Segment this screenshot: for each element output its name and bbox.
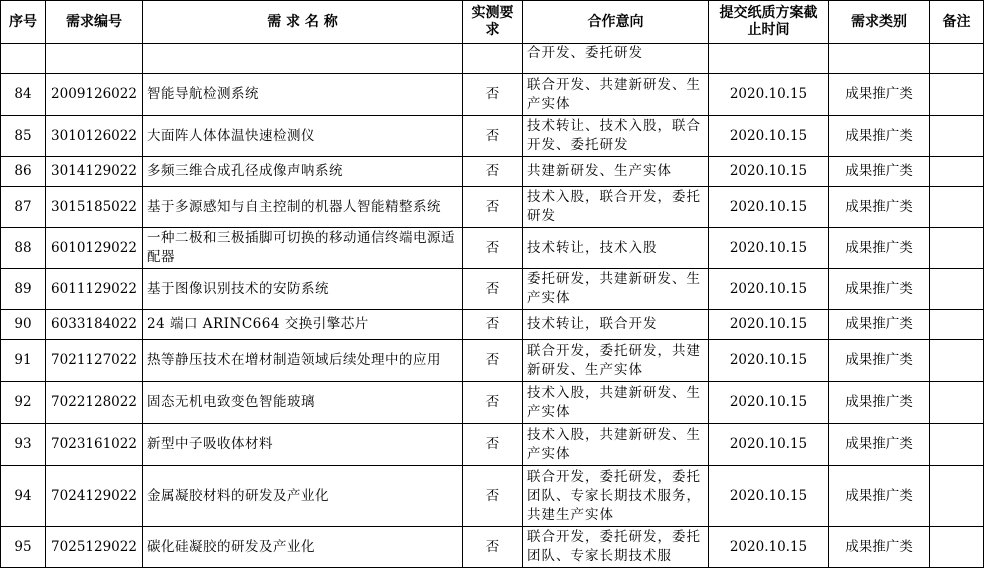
row-category: 成果推广类 [829,116,930,157]
row-name: 基于多源感知与自主控制的机器人智能精整系统 [143,187,463,228]
row-category: 成果推广类 [829,310,930,340]
row-coop: 技术入股，共建新研发、生产实体 [523,382,709,424]
row-code: 2009126022 [46,74,143,116]
header-category: 需求类别 [829,1,930,44]
table-row [1,157,984,187]
row-name: 基于图像识别技术的安防系统 [143,269,463,310]
row-code: 3015185022 [46,187,143,228]
row-seq: 88 [1,228,46,269]
row-coop: 联合开发，委托研发，委托团队、专家长期技术服 [523,527,709,568]
row-name: 大面阵人体体温快速检测仪 [143,116,463,157]
row-code: 6010129022 [46,228,143,269]
row-seq: 86 [1,157,46,187]
row-test: 否 [463,424,523,466]
row-deadline: 2020.10.15 [709,74,829,116]
row-test: 否 [463,527,523,568]
row-category: 成果推广类 [829,466,930,527]
row-code: 7024129022 [46,466,143,527]
row-remark [930,157,984,187]
row-deadline: 2020.10.15 [709,157,829,187]
row-remark [930,116,984,157]
row-deadline: 2020.10.15 [709,382,829,424]
row-category: 成果推广类 [829,527,930,568]
row-name: 多频三维合成孔径成像声呐系统 [143,157,463,187]
table-row [1,340,984,382]
row-deadline: 2020.10.15 [709,424,829,466]
row-category: 成果推广类 [829,424,930,466]
header-code: 需求编号 [46,1,143,44]
row-coop: 技术入股，联合开发，委托研发 [523,187,709,228]
row-seq: 90 [1,310,46,340]
row-deadline: 2020.10.15 [709,269,829,310]
table-row [1,466,984,527]
row-remark [930,527,984,568]
row-category: 成果推广类 [829,340,930,382]
row-seq: 84 [1,74,46,116]
row-name: 金属凝胶材料的研发及产业化 [143,466,463,527]
row-test: 否 [463,340,523,382]
continuation-row [1,44,984,74]
table-row [1,74,984,116]
row-remark [930,466,984,527]
row-name: 固态无机电致变色智能玻璃 [143,382,463,424]
row-remark [930,310,984,340]
row-category: 成果推广类 [829,74,930,116]
table-row [1,310,984,340]
row-category: 成果推广类 [829,157,930,187]
row-coop: 技术转让，联合开发 [523,310,709,340]
row-remark [930,228,984,269]
row-coop: 联合开发、共建新研发、生产实体 [523,74,709,116]
row-remark [930,340,984,382]
row-name: 新型中子吸收体材料 [143,424,463,466]
table-row [1,228,984,269]
row-deadline: 2020.10.15 [709,310,829,340]
row-test: 否 [463,74,523,116]
row-category: 成果推广类 [829,228,930,269]
row-test: 否 [463,466,523,527]
row-coop: 联合开发，委托研发，共建新研发、生产实体 [523,340,709,382]
row-remark [930,187,984,228]
row-test: 否 [463,310,523,340]
table-row [1,187,984,228]
row-seq: 89 [1,269,46,310]
row-seq: 93 [1,424,46,466]
row-deadline: 2020.10.15 [709,187,829,228]
row-coop: 共建新研发、生产实体 [523,157,709,187]
table-row [1,527,984,568]
row-test: 否 [463,187,523,228]
header-name: 需 求 名 称 [143,1,463,44]
table-row [1,116,984,157]
row-code: 7025129022 [46,527,143,568]
row-deadline: 2020.10.15 [709,466,829,527]
row-coop: 技术入股，共建新研发、生产实体 [523,424,709,466]
header-coop: 合作意向 [523,1,709,44]
row-deadline: 2020.10.15 [709,116,829,157]
row-category: 成果推广类 [829,269,930,310]
row-coop: 联合开发，委托研发，委托团队、专家长期技术服务，共建生产实体 [523,466,709,527]
row-coop: 委托研发，共建新研发、生产实体 [523,269,709,310]
header-seq: 序号 [1,1,46,44]
row-remark [930,382,984,424]
row-seq: 92 [1,382,46,424]
table-row [1,424,984,466]
row-name: 一种二极和三极插脚可切换的移动通信终端电源适配器 [143,228,463,269]
header-row [1,1,984,44]
row-remark [930,269,984,310]
row-seq: 94 [1,466,46,527]
row-seq: 91 [1,340,46,382]
row-category: 成果推广类 [829,187,930,228]
row-code: 7022128022 [46,382,143,424]
row-name: 智能导航检测系统 [143,74,463,116]
row-code: 6011129022 [46,269,143,310]
row-seq: 95 [1,527,46,568]
row-test: 否 [463,382,523,424]
row-remark [930,424,984,466]
header-test: 实测要求 [463,1,523,44]
row-code: 3014129022 [46,157,143,187]
continuation-coop: 合开发、委托研发 [523,44,709,74]
row-code: 6033184022 [46,310,143,340]
row-coop: 技术转让，技术入股 [523,228,709,269]
table-row [1,269,984,310]
row-deadline: 2020.10.15 [709,228,829,269]
row-test: 否 [463,228,523,269]
header-remark: 备注 [930,1,984,44]
row-category: 成果推广类 [829,382,930,424]
row-name: 热等静压技术在增材制造领域后续处理中的应用 [143,340,463,382]
row-code: 3010126022 [46,116,143,157]
row-coop: 技术转让、技术入股，联合开发、委托研发 [523,116,709,157]
row-name: 碳化硅凝胶的研发及产业化 [143,527,463,568]
header-deadline: 提交纸质方案截止时间 [709,1,829,44]
row-name: 24 端口 ARINC664 交换引擎芯片 [143,310,463,340]
table-row [1,382,984,424]
row-code: 7021127022 [46,340,143,382]
row-test: 否 [463,116,523,157]
row-deadline: 2020.10.15 [709,527,829,568]
row-seq: 87 [1,187,46,228]
row-seq: 85 [1,116,46,157]
row-code: 7023161022 [46,424,143,466]
row-test: 否 [463,269,523,310]
row-test: 否 [463,157,523,187]
row-deadline: 2020.10.15 [709,340,829,382]
row-remark [930,74,984,116]
